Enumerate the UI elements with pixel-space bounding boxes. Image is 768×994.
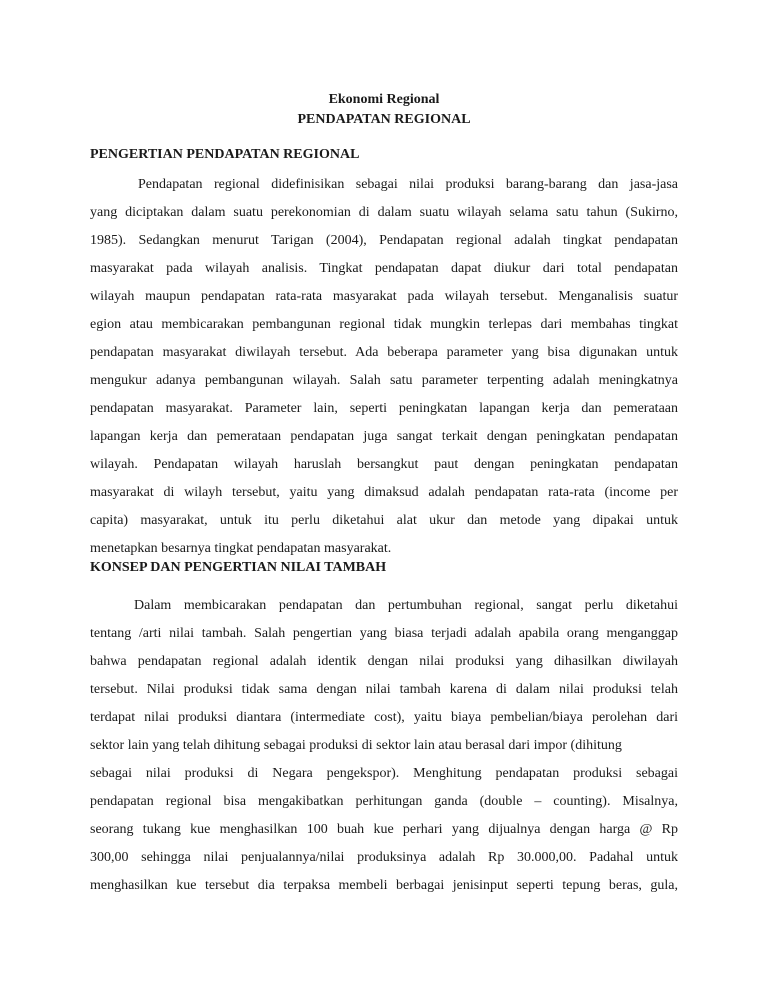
title-line-subject: Ekonomi Regional <box>328 92 440 107</box>
paragraph-line: capita) masyarakat, untuk itu perlu diketahui alat ukur dan metode yang dipakai untuk <box>90 513 678 528</box>
paragraph-line: egion atau membicarakan pembangunan regional tidak mungkin terlepas dari membahas tingkat <box>90 317 678 332</box>
paragraph-line: pendapatan masyarakat. Parameter lain, seperti peningkatan lapangan kerja dan pemerataan <box>90 401 678 416</box>
paragraph-line: mengukur adanya pembangunan wilayah. Salah satu parameter terpenting adalah meningkatnya <box>90 373 678 388</box>
document-title <box>90 90 678 130</box>
paragraph-pengertian <box>90 176 678 568</box>
paragraph-line: wilayah. Pendapatan wilayah haruslah bersangkut paut dengan peningkatan pendapatan <box>90 457 678 472</box>
section-heading-nilai-tambah: KONSEP DAN PENGERTIAN NILAI TAMBAH <box>90 560 387 575</box>
section-heading-pengertian: PENGERTIAN PENDAPATAN REGIONAL <box>90 147 360 162</box>
paragraph-line: lapangan kerja dan pemerataan pendapatan juga sangat terkait dengan peningkatan pendapatan <box>90 429 678 444</box>
paragraph-line: yang diciptakan dalam suatu perekonomian di dalam suatu wilayah selama satu tahun (Sukirno, <box>90 205 678 220</box>
paragraph-line: sebagai nilai produksi di Negara pengekspor). Menghitung pendapatan produksi sebagai <box>90 766 678 781</box>
paragraph-line: pendapatan regional bisa mengakibatkan perhitungan ganda (double – counting). Misalnya, <box>90 794 678 809</box>
paragraph-line: wilayah maupun pendapatan rata-rata masyarakat pada wilayah tersebut. Menganalisis suatur <box>90 289 678 304</box>
paragraph-line: menetapkan besarnya tingkat pendapatan masyarakat. <box>90 541 392 556</box>
paragraph-line: pendapatan masyarakat diwilayah tersebut. Ada beberapa parameter yang bisa digunakan untuk <box>90 345 678 360</box>
paragraph-line: Pendapatan regional didefinisikan sebagai nilai produksi barang-barang dan jasa-jasa <box>138 177 678 192</box>
paragraph-line: menghasilkan kue tersebut dia terpaksa membeli berbagai jenisinput seperti tepung beras, gula, <box>90 878 678 893</box>
title-line-main: PENDAPATAN REGIONAL <box>297 112 471 127</box>
paragraph-line: terdapat nilai produksi diantara (intermediate cost), yaitu biaya pembelian/biaya perolehan dari <box>90 710 678 725</box>
paragraph-line: masyarakat di wilayh tersebut, yaitu yang dimaksud adalah pendapatan rata-rata (income per <box>90 485 678 500</box>
paragraph-line: 300,00 sehingga nilai penjualannya/nilai produksinya adalah Rp 30.000,00. Padahal untuk <box>90 850 678 865</box>
paragraph-line: tersebut. Nilai produksi tidak sama dengan nilai tambah karena di dalam nilai produksi telah <box>90 682 678 697</box>
paragraph-line: sektor lain yang telah dihitung sebagai produksi di sektor lain atau berasal dari impor (dihitung <box>90 738 622 753</box>
paragraph-line: tentang /arti nilai tambah. Salah pengertian yang biasa terjadi adalah apabila orang menganggap <box>90 626 678 641</box>
paragraph-line: 1985). Sedangkan menurut Tarigan (2004), Pendapatan regional adalah tingkat pendapatan <box>90 233 678 248</box>
paragraph-line: Dalam membicarakan pendapatan dan pertumbuhan regional, sangat perlu diketahui <box>134 598 678 613</box>
paragraph-line: bahwa pendapatan regional adalah identik dengan nilai produksi yang dihasilkan diwilayah <box>90 654 678 669</box>
paragraph-nilai-tambah <box>90 597 678 905</box>
paragraph-line: masyarakat pada wilayah analisis. Tingkat pendapatan dapat diukur dari total pendapatan <box>90 261 678 276</box>
paragraph-line: seorang tukang kue menghasilkan 100 buah kue perhari yang dijualnya dengan harga @ Rp <box>90 822 678 837</box>
